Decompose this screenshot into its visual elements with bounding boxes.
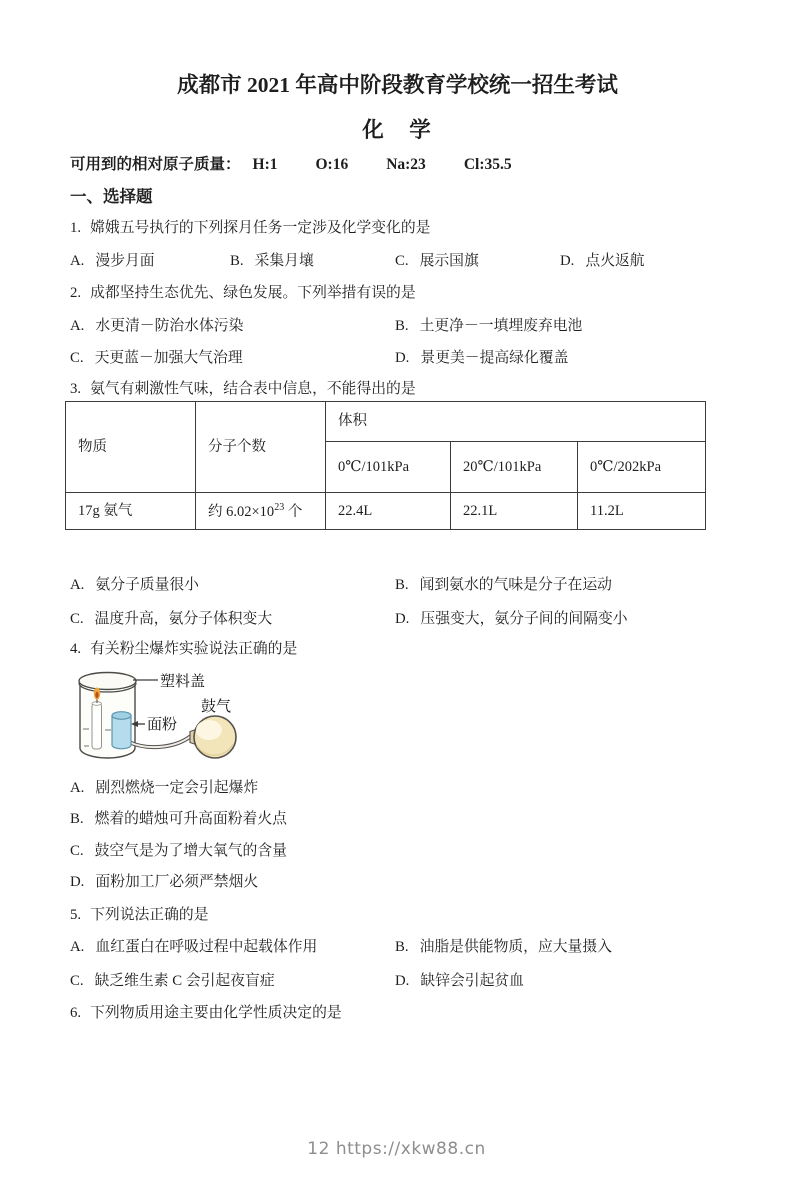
option-3B-text: 闻到氨水的气味是分子在运动 (419, 577, 612, 594)
question-5-text: 下列说法正确的是 (90, 906, 209, 923)
option-4B (70, 810, 287, 828)
option-3D-label: D. (395, 610, 410, 627)
question-4-number: 4. (70, 641, 82, 658)
ammonia-volume-table (65, 401, 706, 530)
question-1-options (70, 252, 725, 270)
option-4B-label: B. (70, 811, 84, 828)
question-4-option-A-row (70, 779, 725, 797)
option-1A-label: A. (70, 252, 85, 269)
option-5A-text: 血红蛋白在呼吸过程中起载体作用 (95, 939, 318, 956)
option-1B (230, 252, 395, 270)
question-6-text: 下列物质用途主要由化学性质决定的是 (90, 1005, 342, 1022)
flour-cup-rim (112, 711, 131, 719)
option-2C-label: C. (70, 350, 84, 367)
question-4 (70, 640, 725, 658)
option-5B (395, 938, 612, 956)
question-1-text: 嫦娥五号执行的下列探月任务一定涉及化学变化的是 (90, 220, 431, 237)
option-2B (395, 317, 582, 335)
option-5C-text: 缺乏维生素 C 会引起夜盲症 (94, 972, 275, 989)
table-subheader-20c-101kpa: 20℃/101kPa (451, 442, 578, 493)
option-5B-label: B. (395, 939, 409, 956)
atomic-mass-H: H:1 (252, 155, 278, 173)
question-4-text: 有关粉尘爆炸实验说法正确的是 (90, 641, 298, 658)
option-5D (395, 972, 524, 990)
question-3-text: 氨气有刺激性气味，结合表中信息，不能得出的是 (90, 380, 416, 397)
question-2 (70, 284, 725, 302)
option-3A-label: A. (70, 577, 85, 594)
molecule-count-base: 约 6.02×10 (208, 503, 275, 520)
option-4A (70, 779, 258, 797)
option-1D-text: 点火返航 (585, 252, 645, 269)
option-4C (70, 842, 287, 860)
atomic-mass-Cl: Cl:35.5 (463, 155, 512, 173)
table-header-substance: 物质 (66, 402, 196, 493)
question-5-options-row2 (70, 972, 725, 990)
atomic-mass-Na: Na:23 (386, 155, 426, 173)
lid-label: 塑料盖 (160, 673, 206, 690)
option-2A-text: 水更清－防治水体污染 (95, 317, 244, 334)
option-3B (395, 576, 612, 594)
table-cell-substance: 17g 氨气 (66, 493, 196, 530)
question-2-options-row2 (70, 349, 725, 367)
option-4D-text: 面粉加工厂必须严禁烟火 (95, 874, 259, 891)
option-5A-label: A. (70, 939, 85, 956)
table-cell-molecule-count (196, 493, 326, 530)
table-subheader-0c-101kpa: 0℃/101kPa (326, 442, 451, 493)
table-cell-volume-2: 22.1L (451, 493, 578, 530)
option-4D (70, 873, 258, 891)
option-1B-label: B. (230, 252, 244, 269)
question-2-text: 成都坚持生态优先、绿色发展。下列举措有误的是 (90, 285, 416, 302)
question-3 (70, 380, 725, 398)
question-3-options-row1 (70, 576, 725, 594)
question-1 (70, 219, 725, 237)
candle (92, 703, 102, 749)
air-bulb-highlight (196, 720, 222, 740)
option-2B-text: 土更净－一填埋废弃电池 (419, 317, 583, 334)
question-6 (70, 1004, 725, 1022)
option-1C-text: 展示国旗 (419, 252, 479, 269)
atomic-mass-note (70, 155, 725, 175)
option-1A-text: 漫步月面 (95, 252, 155, 269)
page-footer: 12 https://xkw88.cn (307, 1139, 486, 1159)
option-3B-label: B. (395, 577, 409, 594)
question-5-number: 5. (70, 906, 82, 923)
table-cell-volume-1: 22.4L (326, 493, 451, 530)
atomic-mass-O: O:16 (315, 155, 349, 173)
option-5C-label: C. (70, 972, 84, 989)
question-4-option-D-row (70, 873, 725, 891)
option-3D-text: 压强变大，氨分子间的间隔变小 (420, 610, 628, 627)
table-header-molecule-count: 分子个数 (196, 402, 326, 493)
section-title-choice: 一、选择题 (70, 186, 153, 206)
option-4B-text: 燃着的蜡烛可升高面粉着火点 (94, 811, 287, 828)
question-3-number: 3. (70, 380, 82, 397)
question-3-options-row2 (70, 610, 725, 628)
question-6-number: 6. (70, 1005, 82, 1022)
option-4C-text: 鼓空气是为了增大氧气的含量 (94, 842, 287, 859)
option-3A-text: 氨分子质量很小 (95, 577, 199, 594)
option-5A (70, 938, 395, 956)
option-2C-text: 天更蓝－加强大气治理 (94, 350, 243, 367)
question-5 (70, 906, 725, 924)
option-4C-label: C. (70, 842, 84, 859)
flame-core (95, 692, 98, 698)
table-header-volume: 体积 (326, 402, 706, 442)
option-4D-label: D. (70, 874, 85, 891)
option-2A-label: A. (70, 317, 85, 334)
option-1D-label: D. (560, 252, 575, 269)
molecule-count-exponent: 23 (274, 501, 285, 513)
dust-explosion-figure (74, 669, 336, 773)
option-2A (70, 317, 395, 335)
exam-title: 成都市 2021 年高中阶段教育学校统一招生考试 (177, 73, 618, 97)
option-2D-label: D. (395, 350, 410, 367)
table-subheader-0c-202kpa: 0℃/202kPa (578, 442, 706, 493)
table-cell-volume-3: 11.2L (578, 493, 706, 530)
exam-page (0, 73, 793, 1023)
option-5D-label: D. (395, 972, 410, 989)
option-4A-label: A. (70, 779, 85, 796)
question-1-number: 1. (70, 220, 82, 237)
flour-label: 面粉 (147, 716, 178, 733)
option-5D-text: 缺锌会引起贫血 (420, 972, 524, 989)
option-1A (70, 252, 230, 270)
atomic-mass-label: 可用到的相对原子质量： (70, 155, 241, 173)
option-2C (70, 349, 395, 367)
flour-cup (112, 715, 131, 748)
question-4-option-C-row (70, 842, 725, 860)
option-3C (70, 610, 395, 628)
option-3C-label: C. (70, 610, 84, 627)
option-5C (70, 972, 395, 990)
option-1C-label: C. (395, 252, 409, 269)
option-3A (70, 576, 395, 594)
option-2B-label: B. (395, 317, 409, 334)
question-2-number: 2. (70, 285, 82, 302)
option-1D (560, 252, 645, 270)
plastic-lid (79, 672, 136, 689)
option-3C-text: 温度升高，氨分子体积变大 (94, 610, 273, 627)
option-1B-text: 采集月壤 (254, 252, 314, 269)
molecule-count-unit: 个 (284, 503, 303, 520)
exam-subject: 化 学 (362, 117, 433, 142)
option-2D (395, 349, 568, 367)
option-1C (395, 252, 560, 270)
question-5-options-row1 (70, 938, 725, 956)
option-4A-text: 剧烈燃烧一定会引起爆炸 (95, 779, 259, 796)
question-2-options-row1 (70, 317, 725, 335)
option-2D-text: 景更美－提高绿化覆盖 (420, 350, 569, 367)
option-5B-text: 油脂是供能物质，应大量摄入 (419, 939, 612, 956)
option-3D (395, 610, 628, 628)
question-4-option-B-row (70, 810, 725, 828)
blow-air-label: 鼓气 (201, 698, 232, 715)
